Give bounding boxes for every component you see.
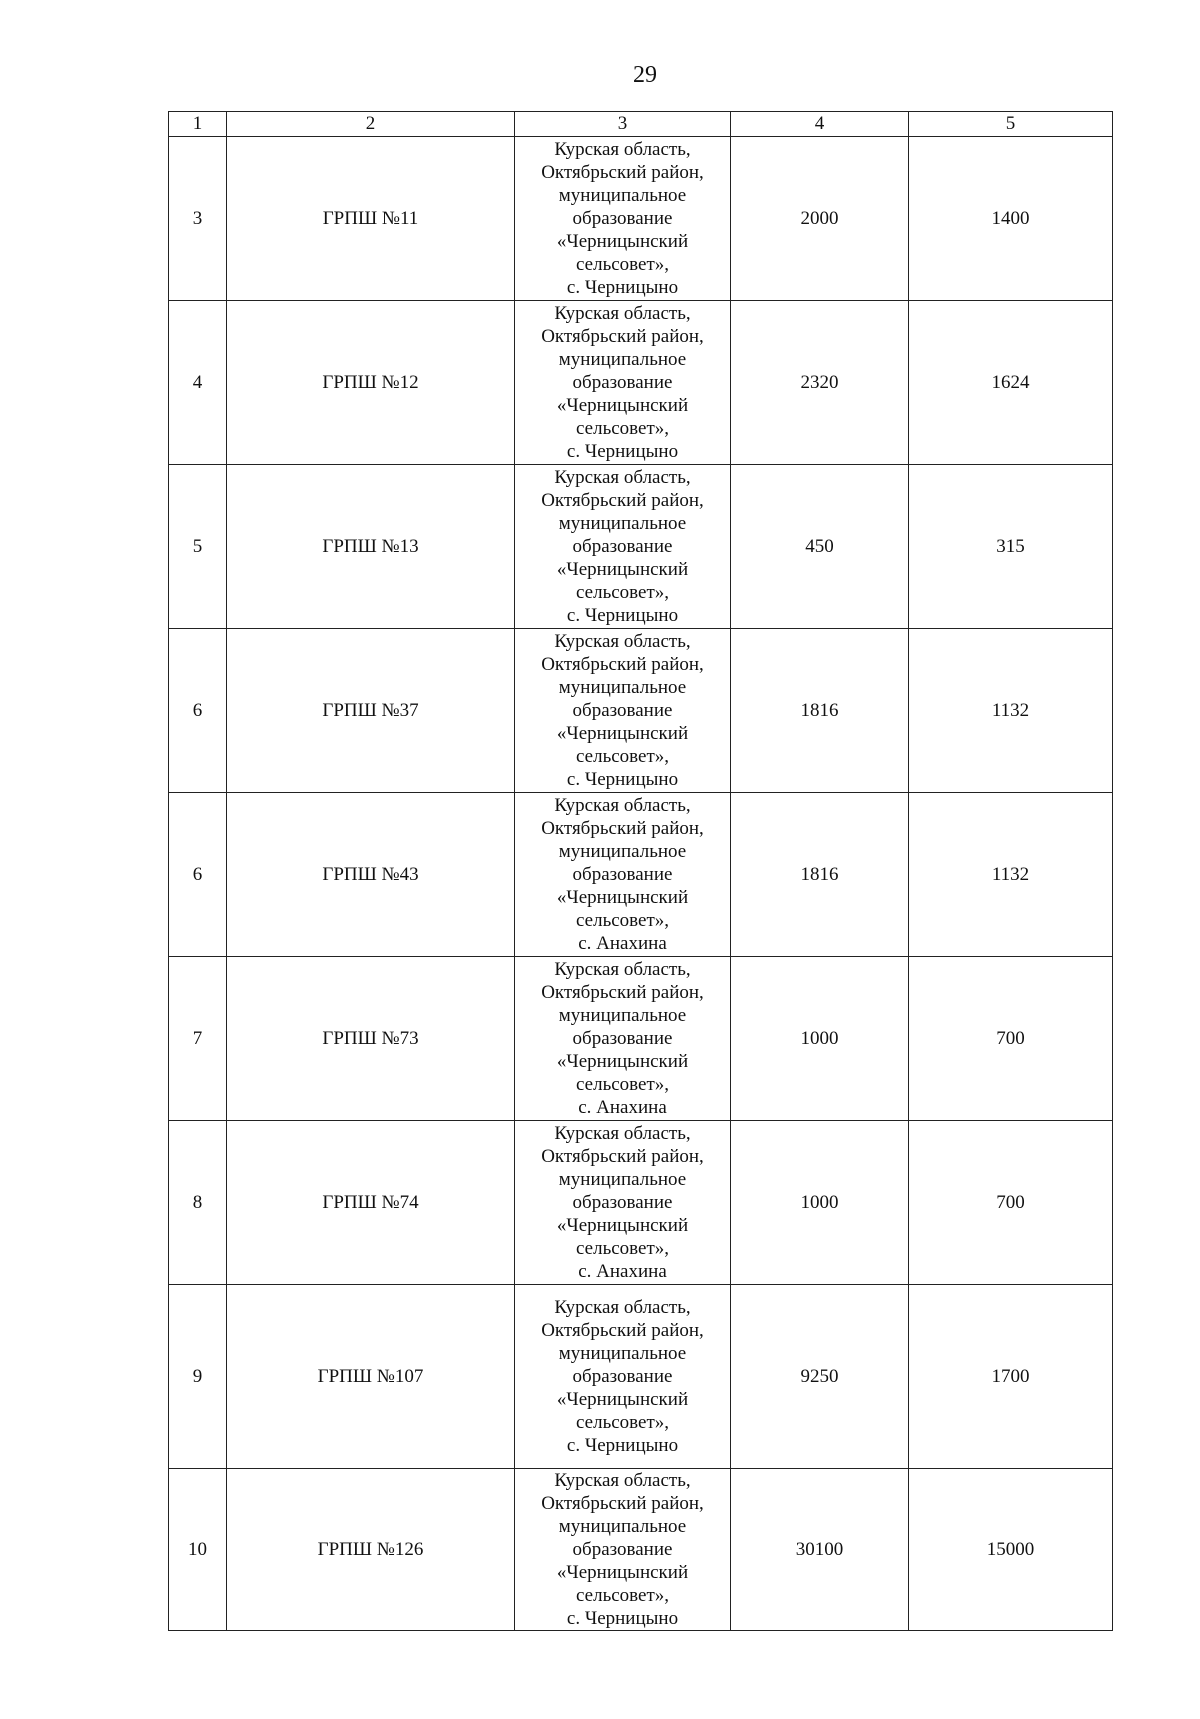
address-line: Курская область, xyxy=(554,795,691,816)
row-number-cell: 3 xyxy=(169,137,227,301)
address-line: Курская область, xyxy=(554,303,691,324)
address-line: «Черницынский xyxy=(556,1562,689,1583)
column-5-value-cell: 15000 xyxy=(909,1469,1113,1631)
address-line: Курская область, xyxy=(554,467,691,488)
column-5-value-cell: 1132 xyxy=(909,629,1113,793)
column-header: 5 xyxy=(909,112,1113,137)
address-line: образование xyxy=(572,1028,673,1049)
address-line: Курская область, xyxy=(554,1297,691,1318)
address-line: с. Анахина xyxy=(578,933,667,954)
address-line: Октябрьский район, xyxy=(541,326,704,347)
header-row xyxy=(169,112,1113,137)
row-number-cell: 7 xyxy=(169,957,227,1121)
address-line: муниципальное xyxy=(558,1005,687,1026)
address-cell xyxy=(515,793,731,957)
address-line: сельсовет», xyxy=(575,1585,670,1606)
table-row xyxy=(169,1121,1113,1285)
column-4-value-cell: 1000 xyxy=(731,957,909,1121)
address-cell xyxy=(515,301,731,465)
column-header: 3 xyxy=(515,112,731,137)
column-4-value-cell: 1816 xyxy=(731,793,909,957)
table-row xyxy=(169,301,1113,465)
row-number-cell: 9 xyxy=(169,1285,227,1469)
address-line: муниципальное xyxy=(558,1169,687,1190)
table-row xyxy=(169,1285,1113,1469)
address-line: Октябрьский район, xyxy=(541,1493,704,1514)
address-line: муниципальное xyxy=(558,1343,687,1364)
column-5-value-cell: 700 xyxy=(909,1121,1113,1285)
address-line: с. Черницыно xyxy=(566,1608,679,1629)
address-line: образование xyxy=(572,372,673,393)
address-line: муниципальное xyxy=(558,513,687,534)
address-line: «Черницынский xyxy=(556,1389,689,1410)
object-name-cell: ГРПШ №37 xyxy=(227,629,515,793)
address-line: Октябрьский район, xyxy=(541,490,704,511)
object-name-cell: ГРПШ №73 xyxy=(227,957,515,1121)
address-cell xyxy=(515,629,731,793)
address-line: муниципальное xyxy=(558,677,687,698)
column-4-value-cell: 2000 xyxy=(731,137,909,301)
address-line: Курская область, xyxy=(554,1123,691,1144)
row-number-cell: 8 xyxy=(169,1121,227,1285)
table-body xyxy=(169,112,1113,1631)
document-table xyxy=(168,111,1113,1631)
address-line: Октябрьский район, xyxy=(541,1320,704,1341)
column-5-value-cell: 700 xyxy=(909,957,1113,1121)
address-line: Курская область, xyxy=(554,631,691,652)
table-row xyxy=(169,465,1113,629)
address-line: образование xyxy=(572,536,673,557)
object-name-cell: ГРПШ №74 xyxy=(227,1121,515,1285)
address-line: с. Черницыно xyxy=(566,441,679,462)
address-line: сельсовет», xyxy=(575,418,670,439)
address-line: Октябрьский район, xyxy=(541,982,704,1003)
address-line: Октябрьский район, xyxy=(541,162,704,183)
column-header: 4 xyxy=(731,112,909,137)
table-row xyxy=(169,793,1113,957)
address-line: «Черницынский xyxy=(556,231,689,252)
column-4-value-cell: 30100 xyxy=(731,1469,909,1631)
address-line: образование xyxy=(572,1366,673,1387)
address-line: сельсовет», xyxy=(575,910,670,931)
address-line: с. Анахина xyxy=(578,1097,667,1118)
row-number-cell: 6 xyxy=(169,629,227,793)
address-line: образование xyxy=(572,1192,673,1213)
column-5-value-cell: 1132 xyxy=(909,793,1113,957)
address-line: с. Черницыно xyxy=(566,277,679,298)
address-cell xyxy=(515,957,731,1121)
column-header: 2 xyxy=(227,112,515,137)
address-line: муниципальное xyxy=(558,841,687,862)
object-name-cell: ГРПШ №13 xyxy=(227,465,515,629)
row-number-cell: 6 xyxy=(169,793,227,957)
address-line: образование xyxy=(572,700,673,721)
column-5-value-cell: 1624 xyxy=(909,301,1113,465)
object-name-cell: ГРПШ №43 xyxy=(227,793,515,957)
address-cell xyxy=(515,465,731,629)
column-4-value-cell: 450 xyxy=(731,465,909,629)
address-line: муниципальное xyxy=(558,349,687,370)
object-name-cell: ГРПШ №126 xyxy=(227,1469,515,1631)
column-5-value-cell: 315 xyxy=(909,465,1113,629)
address-line: «Черницынский xyxy=(556,723,689,744)
address-line: Курская область, xyxy=(554,139,691,160)
row-number-cell: 10 xyxy=(169,1469,227,1631)
address-line: образование xyxy=(572,208,673,229)
column-4-value-cell: 2320 xyxy=(731,301,909,465)
address-line: «Черницынский xyxy=(556,395,689,416)
table-row xyxy=(169,629,1113,793)
column-5-value-cell: 1400 xyxy=(909,137,1113,301)
column-5-value-cell: 1700 xyxy=(909,1285,1113,1469)
column-4-value-cell: 1816 xyxy=(731,629,909,793)
column-4-value-cell: 1000 xyxy=(731,1121,909,1285)
address-cell xyxy=(515,1469,731,1631)
address-line: образование xyxy=(572,864,673,885)
address-line: с. Черницыно xyxy=(566,769,679,790)
address-line: с. Черницыно xyxy=(566,1435,679,1456)
address-line: сельсовет», xyxy=(575,582,670,603)
address-line: муниципальное xyxy=(558,185,687,206)
object-name-cell: ГРПШ №12 xyxy=(227,301,515,465)
address-line: Октябрьский район, xyxy=(541,654,704,675)
address-cell xyxy=(515,137,731,301)
address-line: муниципальное xyxy=(558,1516,687,1537)
address-line: сельсовет», xyxy=(575,1074,670,1095)
column-4-value-cell: 9250 xyxy=(731,1285,909,1469)
table-row xyxy=(169,1469,1113,1631)
address-line: сельсовет», xyxy=(575,1412,670,1433)
address-line: Октябрьский район, xyxy=(541,818,704,839)
object-name-cell: ГРПШ №107 xyxy=(227,1285,515,1469)
row-number-cell: 5 xyxy=(169,465,227,629)
address-cell xyxy=(515,1121,731,1285)
table-row xyxy=(169,957,1113,1121)
address-line: «Черницынский xyxy=(556,1051,689,1072)
address-line: сельсовет», xyxy=(575,746,670,767)
address-line: сельсовет», xyxy=(575,254,670,275)
address-line: «Черницынский xyxy=(556,1215,689,1236)
address-line: с. Анахина xyxy=(578,1261,667,1282)
row-number-cell: 4 xyxy=(169,301,227,465)
address-line: с. Черницыно xyxy=(566,605,679,626)
object-name-cell: ГРПШ №11 xyxy=(227,137,515,301)
table-row xyxy=(169,137,1113,301)
page-number: 29 xyxy=(633,62,657,88)
address-line: «Черницынский xyxy=(556,559,689,580)
address-line: сельсовет», xyxy=(575,1238,670,1259)
address-line: Курская область, xyxy=(554,959,691,980)
address-line: образование xyxy=(572,1539,673,1560)
column-header: 1 xyxy=(169,112,227,137)
address-line: Октябрьский район, xyxy=(541,1146,704,1167)
address-line: «Черницынский xyxy=(556,887,689,908)
address-line: Курская область, xyxy=(554,1470,691,1491)
address-cell xyxy=(515,1285,731,1469)
